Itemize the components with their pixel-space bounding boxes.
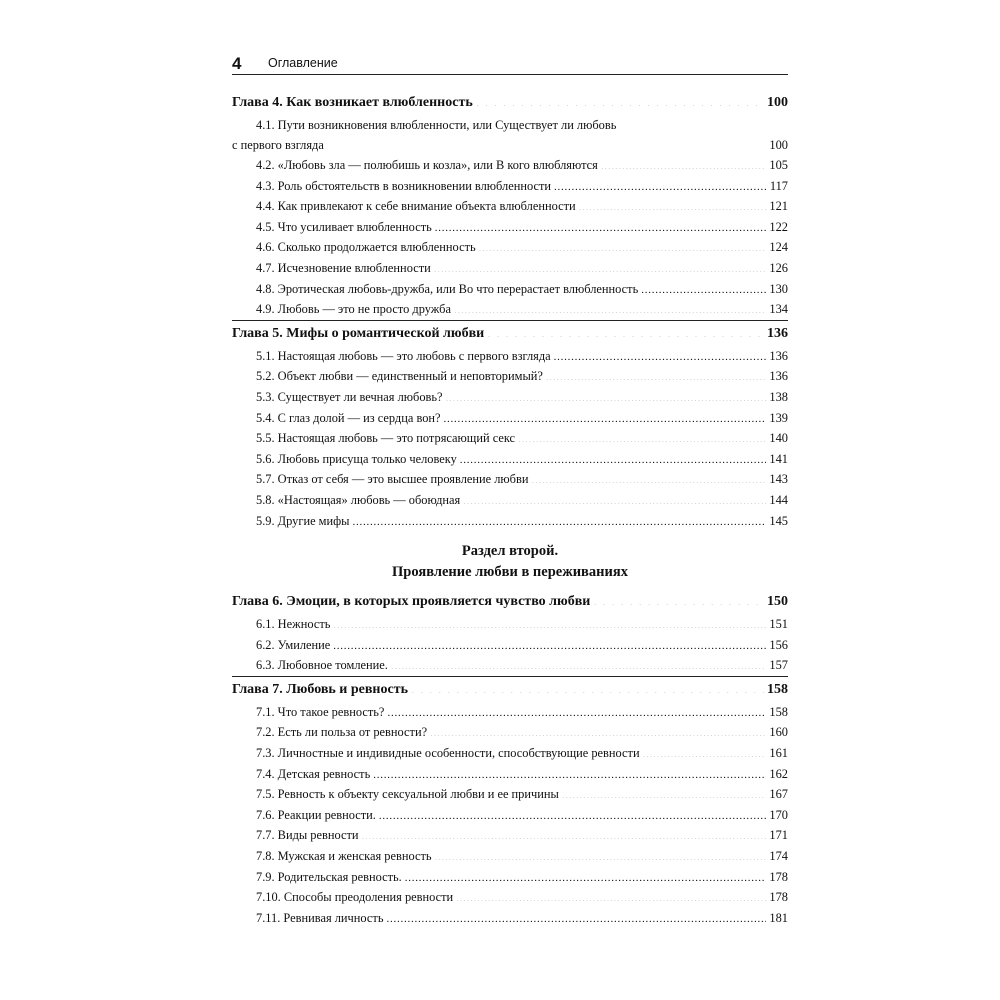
page — [232, 52, 788, 928]
toc-entry — [232, 346, 788, 367]
chapter-entry — [232, 589, 788, 614]
toc-entry-title: 5.8. «Настоящая» любовь — обоюдная — [256, 492, 461, 507]
toc-entry-title: 4.5. Что усиливает влюбленность — [256, 219, 432, 234]
toc-entry-page: 161 — [769, 746, 788, 761]
dot-leader — [456, 889, 766, 901]
toc-entry-title: 6.2. Умиление — [256, 637, 331, 652]
toc-entry-title: 7.11. Ревнивая личность — [256, 910, 384, 925]
chapter-entry-page: 100 — [767, 95, 788, 110]
toc-entry — [232, 635, 788, 656]
toc-entry-page: 139 — [769, 410, 788, 425]
dot-leader — [430, 724, 766, 736]
dot-leader — [333, 636, 766, 648]
toc-entry — [232, 743, 788, 764]
toc-entry — [232, 887, 788, 908]
toc-entry-title: 4.4. Как привлекают к себе внимание объекта влюбленности — [256, 199, 576, 214]
chapter-block — [232, 589, 788, 676]
toc-entry-title: 5.2. Объект любви — единственный и неповторимый? — [256, 369, 543, 384]
toc-entry-title: 6.1. Нежность — [256, 617, 331, 632]
dot-leader — [554, 347, 767, 359]
toc-entry-page: 126 — [769, 260, 788, 275]
toc-entry-page: 134 — [769, 302, 788, 317]
dot-leader — [554, 177, 767, 189]
toc-entry-title-line1: 4.1. Пути возникновения влюбленности, или Существует ли любовь — [256, 118, 617, 132]
dot-leader — [379, 806, 767, 818]
toc-entry-title: 5.7. Отказ от себя — это высшее проявление любви — [256, 472, 529, 487]
toc-entry-title: 5.3. Существует ли вечная любовь? — [256, 389, 443, 404]
chapter-entry — [232, 321, 788, 346]
toc-entry-line2-page: 100 — [769, 138, 788, 152]
dot-leader — [434, 260, 767, 272]
toc-entry-page: 124 — [769, 240, 788, 255]
toc-entry-title: 4.2. «Любовь зла — полюбишь и козла», или В кого влюбляются — [256, 158, 598, 172]
chapter-entry-page: 136 — [767, 325, 788, 341]
toc-entry-page: 145 — [769, 513, 788, 528]
toc-entry-page: 151 — [769, 617, 788, 632]
toc-entry-title: 7.2. Есть ли польза от ревности? — [256, 725, 428, 740]
toc-entry-page: 141 — [769, 451, 788, 466]
chapter-block — [232, 90, 788, 320]
toc-entry-title: 7.4. Детская ревность — [256, 766, 371, 781]
chapter-entry — [232, 90, 788, 115]
dot-leader — [463, 492, 766, 504]
running-head — [232, 52, 788, 75]
chapter-entry-page: 158 — [767, 681, 788, 697]
toc-entry — [232, 511, 788, 532]
toc-entry-title: 4.7. Исчезновение влюбленности — [256, 260, 431, 275]
toc-entry-page: 130 — [769, 281, 788, 296]
toc-entry-page: 162 — [769, 766, 788, 781]
toc-entry-title: 7.8. Мужская и женская ревность — [256, 849, 432, 864]
toc-entry — [232, 722, 788, 743]
toc-entry — [232, 155, 788, 176]
dot-leader — [579, 198, 767, 210]
dot-leader — [479, 239, 767, 251]
toc-entry-title: 7.6. Реакции ревности. — [256, 807, 376, 822]
toc-entry — [232, 366, 788, 387]
dot-leader — [487, 323, 764, 337]
toc-entry — [232, 387, 788, 408]
toc-entry — [232, 196, 788, 217]
toc-entry — [232, 784, 788, 805]
page-number: 4 — [232, 54, 242, 73]
chapter-entry-title: Глава 6. Эмоции, в которых проявляется чувство любви — [232, 594, 591, 610]
toc-entry — [232, 408, 788, 429]
dot-leader — [460, 450, 767, 462]
toc-entry-page: 144 — [769, 492, 788, 507]
toc-entry-title: 5.6. Любовь присуща только человеку — [256, 451, 457, 466]
toc-entry-title: 4.9. Любовь — это не просто дружба — [256, 302, 451, 317]
toc-entry-page: 156 — [769, 637, 788, 652]
toc-entry-title: 7.7. Виды ревности — [256, 828, 359, 843]
toc-entry — [232, 614, 788, 635]
toc-entry-two-line — [232, 115, 788, 155]
toc-entry-page: 140 — [769, 431, 788, 446]
toc-entry — [232, 908, 788, 929]
dot-leader — [593, 591, 764, 605]
toc-entry-title: 4.3. Роль обстоятельств в возникновении влюбленности — [256, 178, 552, 193]
toc-entry-page: 121 — [769, 199, 788, 214]
toc-entry — [232, 469, 788, 490]
toc-entry-page: 171 — [769, 828, 788, 843]
toc-entry-title: 5.4. С глаз долой — из сердца вон? — [256, 410, 441, 425]
dot-leader — [327, 137, 767, 149]
toc-entry — [232, 867, 788, 888]
dot-leader — [353, 512, 767, 524]
toc-entry-page: 181 — [769, 910, 788, 925]
toc-entry — [232, 490, 788, 511]
dot-leader — [641, 280, 766, 292]
chapter-entry-title: Глава 4. Как возникает влюбленность — [232, 95, 473, 110]
dot-leader — [643, 745, 767, 757]
dot-leader — [476, 92, 764, 106]
toc-entry-title: 7.3. Личностные и индивидные особенности, способствующие ревности — [256, 746, 640, 761]
toc-entry-line2 — [232, 135, 788, 155]
toc-entry-title: 5.1. Настоящая любовь — это любовь с первого взгляда — [256, 348, 551, 363]
toc-entry-title: 7.9. Родительская ревность. — [256, 869, 402, 884]
chapter-block — [232, 676, 788, 929]
chapter-block — [232, 320, 788, 531]
toc-entry-title: 7.10. Способы преодоления ревности — [256, 890, 454, 905]
chapter-entry-title: Глава 5. Мифы о романтической любви — [232, 325, 485, 341]
toc-entry — [232, 258, 788, 279]
toc-entry-title: 6.3. Любовное томление. — [256, 658, 388, 673]
toc-entry — [232, 299, 788, 320]
toc-entry-page: 158 — [769, 704, 788, 719]
dot-leader — [446, 389, 767, 401]
toc-entry-page: 170 — [769, 807, 788, 822]
toc-entry — [232, 237, 788, 258]
toc-entry-page: 178 — [769, 869, 788, 884]
dot-leader — [444, 409, 767, 421]
toc-entry-title: 5.9. Другие мифы — [256, 513, 350, 528]
toc-entry-page: 122 — [769, 219, 788, 234]
toc-entry — [232, 217, 788, 238]
dot-leader — [546, 368, 766, 380]
dot-leader — [531, 471, 766, 483]
toc-entry-title: 4.8. Эротическая любовь-дружба, или Во что перерастает влюбленность — [256, 281, 639, 296]
toc-entry-page: 136 — [769, 348, 788, 363]
toc-entry — [232, 449, 788, 470]
toc-entry-page: 174 — [769, 849, 788, 864]
toc-entry-page: 143 — [769, 472, 788, 487]
dot-leader — [518, 430, 766, 442]
running-title: Оглавление — [268, 56, 338, 70]
toc-entry-title: 7.1. Что такое ревность? — [256, 704, 385, 719]
table-of-contents — [232, 90, 788, 928]
dot-leader — [562, 786, 767, 798]
dot-leader — [373, 765, 766, 777]
toc-entry-page: 136 — [769, 369, 788, 384]
toc-entry-title: 7.5. Ревность к объекту сексуальной любви и ее причины — [256, 787, 559, 802]
dot-leader — [362, 827, 767, 839]
chapters-top — [232, 90, 788, 531]
chapter-entry-page: 150 — [767, 594, 788, 610]
section-heading-line2: Проявление любви в переживаниях — [392, 564, 628, 581]
dot-leader — [387, 703, 766, 715]
dot-leader — [333, 616, 766, 628]
toc-entry — [232, 846, 788, 867]
toc-entry — [232, 279, 788, 300]
dot-leader — [435, 218, 767, 230]
toc-entry-page: 157 — [769, 658, 788, 673]
chapter-entry-title: Глава 7. Любовь и ревность — [232, 681, 408, 697]
toc-entry — [232, 176, 788, 197]
dot-leader — [435, 848, 767, 860]
toc-entry — [232, 805, 788, 826]
toc-entry-title: 4.6. Сколько продолжается влюбленность — [256, 240, 476, 255]
dot-leader — [411, 679, 764, 693]
toc-entry-line2-title: с первого взгляда — [232, 138, 324, 152]
section-heading — [232, 531, 788, 589]
toc-entry-page: 117 — [769, 178, 788, 193]
dot-leader — [454, 301, 766, 313]
dot-leader — [387, 909, 767, 921]
toc-entry-title: 5.5. Настоящая любовь — это потрясающий секс — [256, 431, 516, 446]
toc-entry — [232, 655, 788, 676]
toc-entry — [232, 428, 788, 449]
toc-entry-page: 167 — [769, 787, 788, 802]
toc-entry-page: 160 — [769, 725, 788, 740]
toc-entry — [232, 702, 788, 723]
dot-leader — [391, 657, 767, 669]
toc-entry-page: 105 — [769, 158, 788, 172]
toc-entry-page: 138 — [769, 389, 788, 404]
toc-entry — [232, 825, 788, 846]
chapter-entry — [232, 677, 788, 702]
section-heading-line1: Раздел второй. — [461, 543, 559, 560]
chapters-bottom — [232, 589, 788, 928]
toc-entry — [232, 764, 788, 785]
dot-leader — [405, 868, 767, 880]
toc-entry-page: 178 — [769, 890, 788, 905]
dot-leader — [601, 157, 767, 169]
